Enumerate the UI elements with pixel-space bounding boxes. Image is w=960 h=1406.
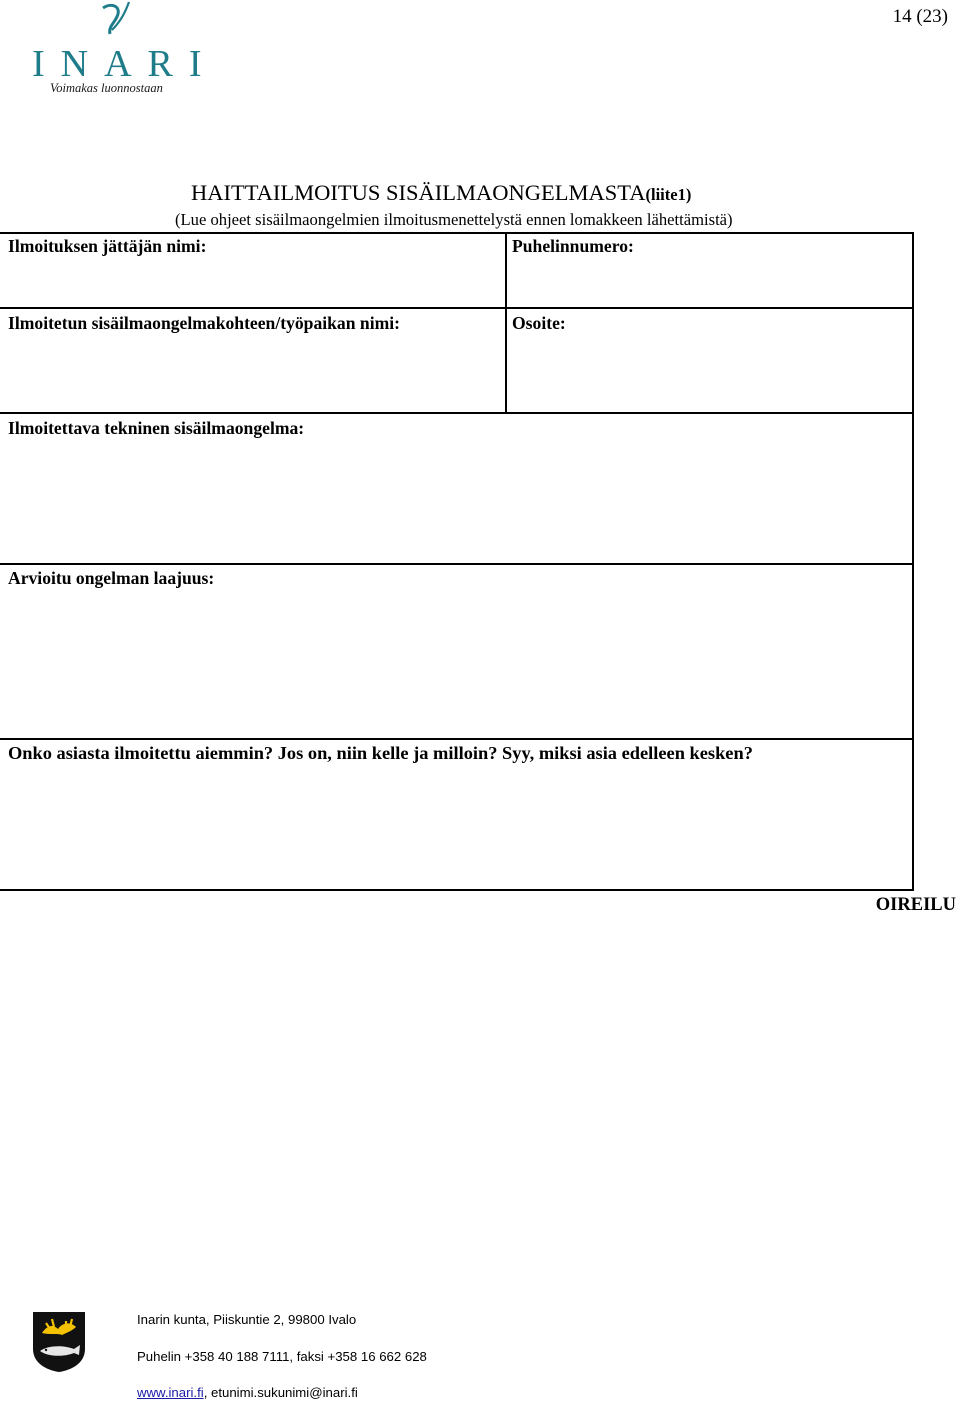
website-link[interactable]: www.inari.fi <box>137 1385 204 1400</box>
form-column-divider <box>505 232 507 414</box>
address-label: Osoite: <box>512 313 566 333</box>
form-row-divider <box>0 307 914 309</box>
inari-logo <box>30 0 218 100</box>
form-title-main: HAITTAILMOITUS SISÄILMAONGELMASTA <box>191 180 646 205</box>
page-number: 14 (23) <box>892 6 948 27</box>
form-top-border <box>0 232 914 234</box>
form-subtitle: (Lue ohjeet sisäilmaongelmien ilmoitusmenettelystä ennen lomakkeen lähettämistä) <box>175 210 733 229</box>
phone-label: Puhelinnumero: <box>512 236 634 256</box>
logo-tagline: Voimakas luonnostaan <box>50 81 163 95</box>
footer-email: , etunimi.sukunimi@inari.fi <box>203 1385 358 1400</box>
extent-label: Arvioitu ongelman laajuus: <box>8 568 215 588</box>
previous-report-label: Onko asiasta ilmoitettu aiemmin? Jos on, niin kelle ja milloin? Syy, miksi asia edelleen kesken? <box>8 743 753 763</box>
form-title-suffix: (liite1) <box>645 185 692 204</box>
footer-address: Inarin kunta, Piiskuntie 2, 99800 Ivalo <box>137 1312 357 1327</box>
reporter-name-label: Ilmoituksen jättäjän nimi: <box>8 236 207 256</box>
next-section-heading: OIREILU <box>875 895 956 915</box>
form-row-divider <box>0 412 914 414</box>
logo-wordmark: INARI <box>32 43 218 85</box>
technical-problem-label: Ilmoitettava tekninen sisäilmaongelma: <box>8 418 305 438</box>
footer-phone: Puhelin +358 40 188 7111, faksi +358 16 662 628 <box>137 1349 427 1364</box>
form-right-border <box>912 232 914 891</box>
footer-contact <box>137 1385 358 1400</box>
form-title <box>191 180 691 206</box>
form-bottom-border <box>0 889 914 891</box>
municipal-crest-icon <box>32 1311 86 1373</box>
site-name-label: Ilmoitetun sisäilmaongelmakohteen/työpaikan nimi: <box>8 313 400 333</box>
form-row-divider <box>0 563 914 565</box>
form-row-divider <box>0 738 914 740</box>
